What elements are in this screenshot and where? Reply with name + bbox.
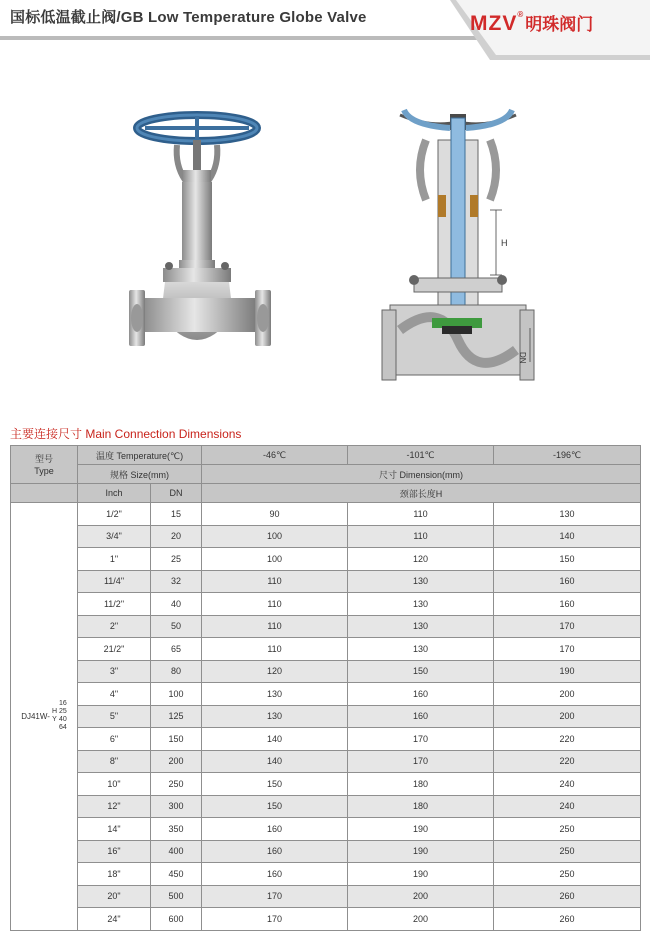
type-label-en: Type (34, 465, 54, 476)
cell-h2: 150 (348, 660, 494, 683)
table-row (11, 908, 641, 931)
page-title: 国标低温截止阀/GB Low Temperature Globe Valve (10, 9, 367, 26)
model-cell (11, 503, 78, 931)
cell-inch: 10" (78, 773, 151, 796)
cell-h3: 170 (494, 638, 641, 661)
cell-h2: 110 (348, 503, 494, 526)
cell-dn: 65 (151, 638, 202, 661)
cell-h3: 240 (494, 795, 641, 818)
cell-h1: 110 (202, 593, 348, 616)
cell-dn: 80 (151, 660, 202, 683)
table-row (11, 525, 641, 548)
cell-inch: 3" (78, 660, 151, 683)
cell-h2: 180 (348, 795, 494, 818)
model-material (52, 708, 57, 724)
table-row (11, 750, 641, 773)
dimensions-table (10, 445, 641, 931)
table-row (11, 728, 641, 751)
table-row (11, 863, 641, 886)
type-label-cn: 型号 (34, 453, 53, 464)
cell-h3: 200 (494, 683, 641, 706)
temperature-col-2: -101℃ (348, 446, 494, 465)
valve-section-drawing (380, 100, 540, 390)
valve-photo (125, 110, 275, 380)
temperature-col-3: -196℃ (494, 446, 641, 465)
cell-inch: 5" (78, 705, 151, 728)
cell-h1: 110 (202, 570, 348, 593)
cell-h3: 220 (494, 750, 641, 773)
height-dimension-label: H (501, 238, 508, 248)
neck-length-header: 颈部长度H (202, 484, 641, 503)
cell-h3: 200 (494, 705, 641, 728)
cell-h3: 170 (494, 615, 641, 638)
cell-h1: 140 (202, 728, 348, 751)
cell-inch: 12" (78, 795, 151, 818)
cell-h2: 110 (348, 525, 494, 548)
table-row (11, 660, 641, 683)
cell-h2: 180 (348, 773, 494, 796)
header-row-temperature (11, 446, 641, 465)
cell-dn: 300 (151, 795, 202, 818)
temperature-label: 温度 Temperature(℃) (78, 446, 202, 465)
cell-h1: 120 (202, 660, 348, 683)
cell-h2: 190 (348, 863, 494, 886)
cell-h1: 150 (202, 773, 348, 796)
header-row-size (11, 465, 641, 484)
dn-dimension-label: DN (518, 352, 527, 364)
cell-h1: 160 (202, 818, 348, 841)
cell-h3: 220 (494, 728, 641, 751)
cell-h2: 130 (348, 570, 494, 593)
table-row (11, 705, 641, 728)
cell-dn: 450 (151, 863, 202, 886)
cell-h2: 190 (348, 840, 494, 863)
size-label: 规格 Size(mm) (78, 465, 202, 484)
cell-inch: 3/4" (78, 525, 151, 548)
cell-dn: 100 (151, 683, 202, 706)
cell-h3: 190 (494, 660, 641, 683)
model-pressure: 16 (59, 700, 67, 708)
cell-h3: 260 (494, 908, 641, 931)
cell-h1: 170 (202, 885, 348, 908)
cell-inch: 8" (78, 750, 151, 773)
cell-inch: 24" (78, 908, 151, 931)
model-pressure: 64 (59, 724, 67, 732)
cell-h1: 110 (202, 615, 348, 638)
table-row (11, 615, 641, 638)
cell-h2: 160 (348, 705, 494, 728)
brand-name: MZV (470, 12, 518, 35)
cell-inch: 14" (78, 818, 151, 841)
cell-h1: 130 (202, 683, 348, 706)
cell-inch: 1" (78, 548, 151, 571)
cell-dn: 350 (151, 818, 202, 841)
cell-dn: 600 (151, 908, 202, 931)
header-row-columns (11, 484, 641, 503)
cell-h3: 140 (494, 525, 641, 548)
cell-h1: 130 (202, 705, 348, 728)
cell-h3: 150 (494, 548, 641, 571)
table-row (11, 503, 641, 526)
dn-header: DN (151, 484, 202, 503)
table-row (11, 548, 641, 571)
cell-h1: 90 (202, 503, 348, 526)
cell-dn: 250 (151, 773, 202, 796)
cell-h2: 200 (348, 885, 494, 908)
cell-dn: 125 (151, 705, 202, 728)
cell-h2: 130 (348, 593, 494, 616)
section-title: 主要连接尺寸 Main Connection Dimensions (10, 427, 242, 441)
cell-dn: 15 (151, 503, 202, 526)
cell-dn: 25 (151, 548, 202, 571)
cell-dn: 200 (151, 750, 202, 773)
cell-h1: 160 (202, 863, 348, 886)
table-row (11, 773, 641, 796)
cell-inch: 20" (78, 885, 151, 908)
cell-h3: 250 (494, 818, 641, 841)
cell-inch: 16" (78, 840, 151, 863)
cell-h3: 160 (494, 593, 641, 616)
cell-h2: 170 (348, 750, 494, 773)
cell-h1: 170 (202, 908, 348, 931)
cell-h2: 130 (348, 615, 494, 638)
cell-inch: 4" (78, 683, 151, 706)
table-row (11, 795, 641, 818)
cell-h3: 250 (494, 863, 641, 886)
table-row (11, 638, 641, 661)
table-row (11, 840, 641, 863)
cell-inch: 1/2" (78, 503, 151, 526)
model-pressure: 40 (59, 716, 67, 724)
cell-h3: 250 (494, 840, 641, 863)
cell-dn: 40 (151, 593, 202, 616)
cell-h2: 120 (348, 548, 494, 571)
cell-h3: 160 (494, 570, 641, 593)
cell-h2: 130 (348, 638, 494, 661)
model-pressures (59, 700, 67, 732)
cell-inch: 11/2" (78, 593, 151, 616)
cell-inch: 18" (78, 863, 151, 886)
cell-dn: 500 (151, 885, 202, 908)
model-base: DJ41W- (21, 711, 50, 721)
type-header (11, 446, 78, 484)
cell-h2: 160 (348, 683, 494, 706)
cell-dn: 150 (151, 728, 202, 751)
cell-dn: 20 (151, 525, 202, 548)
cell-h3: 260 (494, 885, 641, 908)
inch-header: Inch (78, 484, 151, 503)
table-row (11, 683, 641, 706)
cell-h3: 130 (494, 503, 641, 526)
cell-inch: 2" (78, 615, 151, 638)
cell-dn: 32 (151, 570, 202, 593)
brand-name-cn: 明珠阀门 (525, 15, 594, 34)
model-designation (21, 700, 67, 732)
cell-h1: 100 (202, 548, 348, 571)
dimension-label: 尺寸 Dimension(mm) (202, 465, 641, 484)
cell-inch: 11/4" (78, 570, 151, 593)
table-row (11, 570, 641, 593)
model-material-bottom: Y (52, 716, 57, 724)
model-pressure: 25 (59, 708, 67, 716)
cell-h2: 190 (348, 818, 494, 841)
cell-inch: 21/2" (78, 638, 151, 661)
cell-inch: 6" (78, 728, 151, 751)
cell-h1: 160 (202, 840, 348, 863)
cell-h2: 170 (348, 728, 494, 751)
cell-h3: 240 (494, 773, 641, 796)
brand-logo (470, 10, 593, 36)
model-material-top: H (51, 708, 57, 716)
cell-h1: 110 (202, 638, 348, 661)
blank-header-cell (11, 484, 78, 503)
cell-h1: 150 (202, 795, 348, 818)
cell-h2: 200 (348, 908, 494, 931)
cell-h1: 140 (202, 750, 348, 773)
cell-dn: 400 (151, 840, 202, 863)
cell-dn: 50 (151, 615, 202, 638)
table-row (11, 885, 641, 908)
cell-h1: 100 (202, 525, 348, 548)
table-body (11, 503, 641, 931)
table-row (11, 593, 641, 616)
table-row (11, 818, 641, 841)
temperature-col-1: -46℃ (202, 446, 348, 465)
brand-registered-mark: ® (517, 10, 524, 19)
